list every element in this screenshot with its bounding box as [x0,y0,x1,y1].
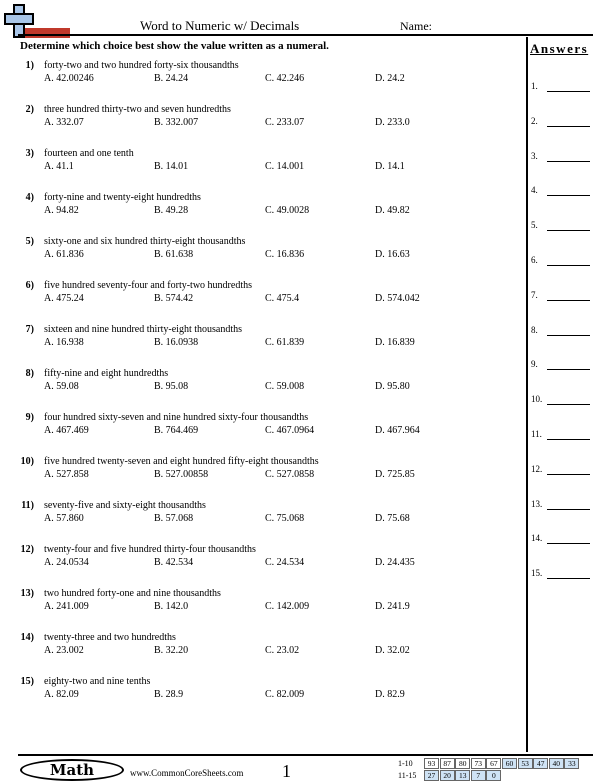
answer-choice: D. 14.1 [375,161,405,172]
question-number: 12) [20,544,34,555]
answer-choice: B. 32.20 [154,645,189,656]
answer-choice: C. 61.839 [265,337,305,348]
page-number: 1 [282,761,291,781]
answer-choice: A. 82.09 [44,689,79,700]
score-cell: 40 [549,758,564,769]
answer-choice: D. 82.9 [375,689,405,700]
answer-label: 12. [531,463,543,474]
question-text: fifty-nine and eight hundredths [44,368,169,379]
score-row-label: 11-15 [398,771,417,780]
answer-choice: C. 59.008 [265,381,305,392]
answer-choice: A. 42.00246 [44,73,94,84]
question-text: two hundred forty-one and nine thousandths [44,588,221,599]
answer-label: 4. [531,185,538,196]
answer-choice: C. 14.001 [265,161,305,172]
score-cell: 67 [486,758,501,769]
answer-blank[interactable] [547,369,590,370]
answer-blank[interactable] [547,230,590,231]
answer-blank[interactable] [547,439,590,440]
answer-blank[interactable] [547,91,590,92]
score-cell: 20 [440,770,455,781]
answers-title: Answers [530,41,589,56]
answer-choice: D. 75.68 [375,513,410,524]
question-text: five hundred seventy-four and forty-two hundredths [44,280,252,291]
answer-choice: B. 142.0 [154,601,189,612]
footer-divider [18,754,593,756]
answer-choice: C. 23.02 [265,645,300,656]
answer-choice: A. 475.24 [44,293,84,304]
answer-choice: C. 82.009 [265,689,305,700]
answer-choice: D. 725.85 [375,469,415,480]
answer-choice: D. 49.82 [375,205,410,216]
answer-choice: C. 142.009 [265,601,310,612]
answer-choice: B. 24.24 [154,73,189,84]
score-cell: 87 [440,758,455,769]
answer-blank[interactable] [547,300,590,301]
answer-blank[interactable] [547,404,590,405]
answer-label: 11. [531,429,542,439]
question-number: 1) [25,60,34,71]
answer-choice: D. 241.9 [375,601,410,612]
logo-cross-center [15,15,23,23]
answer-label: 8. [531,324,538,335]
header-divider [18,34,593,36]
answer-choice: A. 59.08 [44,381,79,392]
score-cell: 93 [424,758,439,769]
question-text: forty-nine and twenty-eight hundredths [44,192,201,203]
answer-choice: B. 16.0938 [154,337,199,348]
question-text: sixty-one and six hundred thirty-eight thousandths [44,236,246,247]
answer-blank[interactable] [547,543,590,544]
question-number: 5) [25,236,34,247]
question-number: 3) [25,148,34,159]
answer-label: 14. [531,533,543,544]
answer-choice: A. 527.858 [44,469,89,480]
answer-choice: D. 16.63 [375,249,410,260]
answer-choice: D. 16.839 [375,337,415,348]
worksheet-title: Word to Numeric w/ Decimals [140,18,300,33]
answer-choice: A. 94.82 [44,205,79,216]
answer-choice: C. 42.246 [265,73,305,84]
answer-choice: C. 49.0028 [265,205,310,216]
answer-choice: C. 475.4 [265,293,300,304]
answer-blank[interactable] [547,161,590,162]
answer-blank[interactable] [547,195,590,196]
score-cell: 7 [471,770,486,781]
score-cell: 33 [564,758,579,769]
answer-choice: C. 16.836 [265,249,305,260]
question-number: 7) [25,324,34,335]
score-cell: 47 [533,758,548,769]
question-text: eighty-two and nine tenths [44,676,151,687]
answer-choice: B. 61.638 [154,249,194,260]
answer-label: 10. [531,394,543,405]
question-number: 15) [20,676,34,687]
question-number: 13) [20,588,34,599]
answer-choice: A. 467.469 [44,425,89,436]
answer-label: 2. [531,115,538,126]
score-cell: 13 [455,770,470,781]
question-number: 8) [25,368,34,379]
answer-choice: B. 574.42 [154,293,194,304]
answer-choice: B. 332.007 [154,117,199,128]
answer-label: 13. [531,498,543,509]
answer-choice: A. 61.836 [44,249,84,260]
answer-label: 3. [531,150,538,161]
question-text: four hundred sixty-seven and nine hundred sixty-four thousandths [44,412,309,423]
answer-choice: C. 527.0858 [265,469,315,480]
question-number: 11) [21,500,34,511]
answer-choice: D. 467.964 [375,425,420,436]
answer-blank[interactable] [547,126,590,127]
question-number: 6) [25,280,34,291]
answer-choice: C. 75.068 [265,513,305,524]
question-text: twenty-three and two hundredths [44,632,176,643]
question-text: sixteen and nine hundred thirty-eight thousandths [44,324,243,335]
answer-choice: B. 42.534 [154,557,194,568]
question-text: twenty-four and five hundred thirty-four thousandths [44,544,256,555]
site-url: www.CommonCoreSheets.com [130,768,244,778]
question-number: 2) [25,104,34,115]
score-cell: 80 [455,758,470,769]
answer-choice: D. 233.0 [375,117,410,128]
instructions: Determine which choice best show the value written as a numeral. [20,40,329,52]
question-text: five hundred twenty-seven and eight hundred fifty-eight thousandths [44,456,319,467]
answer-choice: D. 32.02 [375,645,410,656]
answer-choice: B. 14.01 [154,161,189,172]
answer-label: 1. [531,81,538,91]
question-text: seventy-five and sixty-eight thousandths [44,500,206,511]
answer-choice: A. 57.860 [44,513,84,524]
question-number: 9) [25,412,34,423]
answer-choice: C. 233.07 [265,117,305,128]
answer-label: 6. [531,255,538,265]
answer-blank[interactable] [547,578,590,579]
answer-blank[interactable] [547,474,590,475]
answer-choice: C. 467.0964 [265,425,315,436]
score-cell: 73 [471,758,486,769]
name-label: Name: [400,19,432,33]
answer-choice: D. 24.2 [375,73,405,84]
score-cell: 0 [486,770,501,781]
score-cell: 53 [518,758,533,769]
answer-choice: B. 527.00858 [154,469,209,480]
answer-choice: C. 24.534 [265,557,305,568]
answer-label: 15. [531,568,543,579]
answer-choice: B. 28.9 [154,689,184,700]
answer-choice: A. 332.07 [44,117,84,128]
score-row-label: 1-10 [398,759,413,768]
answer-choice: D. 24.435 [375,557,415,568]
question-number: 4) [25,192,34,203]
answer-choice: A. 241.009 [44,601,89,612]
logo-icon [2,4,70,38]
question-text: forty-two and two hundred forty-six thousandths [44,60,239,71]
answer-label: 7. [531,289,538,300]
answer-choice: D. 95.80 [375,381,410,392]
answer-choice: A. 41.1 [44,161,74,172]
answer-label: 9. [531,359,538,370]
answer-blank[interactable] [547,509,590,510]
answer-choice: B. 95.08 [154,381,189,392]
math-badge: Math [20,759,124,781]
answer-choice: A. 23.002 [44,645,84,656]
score-cell: 27 [424,770,439,781]
answer-choice: B. 57.068 [154,513,194,524]
score-cell: 60 [502,758,517,769]
answer-blank[interactable] [547,335,590,336]
question-number: 14) [20,632,34,643]
answer-choice: B. 764.469 [154,425,199,436]
answer-label: 5. [531,220,538,231]
answer-choice: B. 49.28 [154,205,189,216]
answer-blank[interactable] [547,265,590,266]
question-text: three hundred thirty-two and seven hundredths [44,104,231,115]
answer-choice: D. 574.042 [375,293,420,304]
answer-choice: A. 16.938 [44,337,84,348]
question-text: fourteen and one tenth [44,148,134,159]
question-number: 10) [20,456,34,467]
answer-choice: A. 24.0534 [44,557,89,568]
